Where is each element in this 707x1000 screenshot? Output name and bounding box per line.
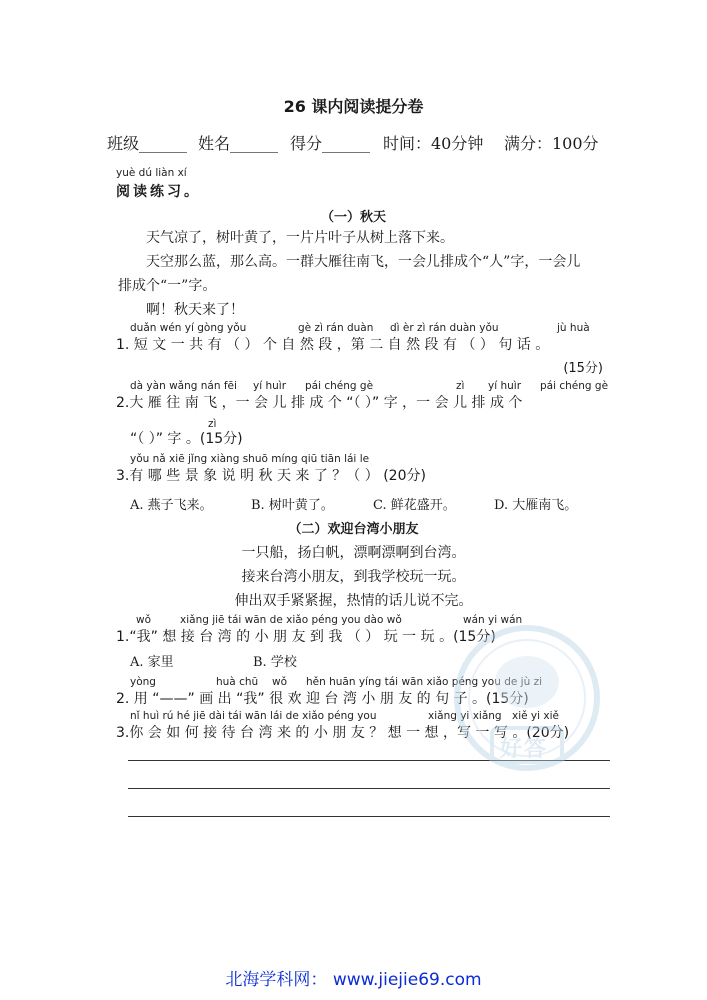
question-score: (15分) — [563, 361, 603, 376]
intro-pinyin: yuè dú liàn xí — [116, 167, 187, 179]
passage-line: 天气凉了，树叶黄了，一片片叶子从树上落下来。 — [146, 230, 454, 246]
question-pinyin: pái chéng gè — [540, 380, 609, 392]
passage-line: 啊！秋天来了！ — [146, 302, 244, 318]
answer-option: C. 鲜花盛开。 — [373, 498, 456, 513]
poem-line: 伸出双手紧紧握，热情的话儿说不完。 — [234, 593, 473, 609]
field-full-score: 满分：100分 — [504, 134, 599, 153]
question-pinyin: zì — [456, 380, 465, 392]
watermark-text: 好答 — [500, 737, 549, 762]
field-time: 时间：40分钟 — [383, 134, 484, 153]
question-pinyin: wǒ — [272, 676, 288, 688]
question-pinyin: nǐ huì rú hé jiē dài tái wān lái de xiǎo péng you — [130, 710, 377, 722]
question-pinyin: xiě yi xiě — [512, 710, 559, 722]
page-title: 26 课内阅读提分卷 — [283, 97, 424, 116]
question-pinyin: pái chéng gè — [305, 380, 374, 392]
footer-site: 北海学科网： www.jiejie69.com — [225, 970, 482, 990]
question-pinyin: xiǎng jiē tái wān de xiǎo péng you dào wǒ — [180, 614, 402, 626]
answer-option: B. 学校 — [253, 655, 297, 670]
question-2-cont: “（ ）” 字 。(15分) — [130, 431, 243, 447]
question-pinyin: dì èr zì rán duàn yǒu — [390, 322, 499, 334]
question-1: 1. 短 文 一 共 有 （ ） 个 自 然 段 ，第 二 自 然 段 有 （ ） 句 话 。 — [116, 337, 550, 353]
question-pinyin: jù huà — [557, 322, 590, 334]
passage-line: 排成个“一”字。 — [118, 278, 217, 294]
question-pinyin: duǎn wén yí gòng yǒu — [130, 322, 247, 334]
answer-line — [128, 760, 610, 761]
answer-option: D. 大雁南飞。 — [494, 498, 578, 513]
question-pinyin: zì — [208, 418, 217, 430]
intro-text: 阅读练习。 — [116, 184, 201, 200]
poem-line: 一只船，扬白帆，漂啊漂啊到台湾。 — [241, 545, 466, 561]
answer-option: B. 树叶黄了。 — [251, 498, 334, 513]
question-pinyin: wán yi wán — [463, 614, 523, 626]
question-3: 3.有 哪 些 景 象 说 明 秋 天 来 了 ？（ ） (20分) — [116, 468, 426, 484]
answer-option: A. 燕子飞来。 — [130, 498, 213, 513]
question-2: 2.大 雁 往 南 飞 ，一 会 儿 排 成 个 “（ ）” 字 ，一 会 儿 排 成 个 — [116, 395, 523, 411]
question-pinyin: huà chū — [216, 676, 259, 688]
question-3: 3.你 会 如 何 接 待 台 湾 来 的 小 朋 友 ？ 想 一 想 ，写 一 写 。(20分) — [116, 725, 570, 741]
answer-line — [128, 788, 610, 789]
answer-line — [128, 816, 610, 817]
question-pinyin: yí huìr — [488, 380, 522, 392]
answer-option: A. 家里 — [130, 655, 174, 670]
question-pinyin: yí huìr — [253, 380, 287, 392]
passage-line: 天空那么蓝，那么高。一群大雁往南飞，一会儿排成个“人”字，一会儿 — [146, 254, 581, 270]
question-pinyin: hěn huān yíng tái wān xiǎo péng you de jù zi — [306, 676, 542, 688]
question-pinyin: gè zì rán duàn — [298, 322, 374, 334]
question-pinyin: dà yàn wǎng nán fēi — [130, 380, 237, 392]
question-pinyin: yòng — [130, 676, 156, 688]
part2-heading: （二）欢迎台湾小朋友 — [288, 522, 419, 537]
question-2: 2. 用 “——” 画 出 “我” 很 欢 迎 台 湾 小 朋 友 的 句 子 。(15分) — [116, 691, 529, 707]
part1-heading: （一）秋天 — [320, 210, 386, 225]
question-pinyin: yǒu nǎ xiē jǐng xiàng shuō míng qiū tiān lái le — [130, 453, 370, 465]
question-1: 1.“我” 想 接 台 湾 的 小 朋 友 到 我 （ ） 玩 一 玩 。(15分) — [116, 629, 496, 645]
question-pinyin: wǒ — [136, 614, 152, 626]
field-name: 姓名______ — [198, 134, 279, 153]
field-class: 班级______ — [107, 134, 188, 153]
poem-line: 接来台湾小朋友，到我学校玩一玩。 — [241, 569, 466, 585]
field-score: 得分______ — [290, 134, 371, 153]
question-pinyin: xiǎng yi xiǎng — [428, 710, 502, 722]
